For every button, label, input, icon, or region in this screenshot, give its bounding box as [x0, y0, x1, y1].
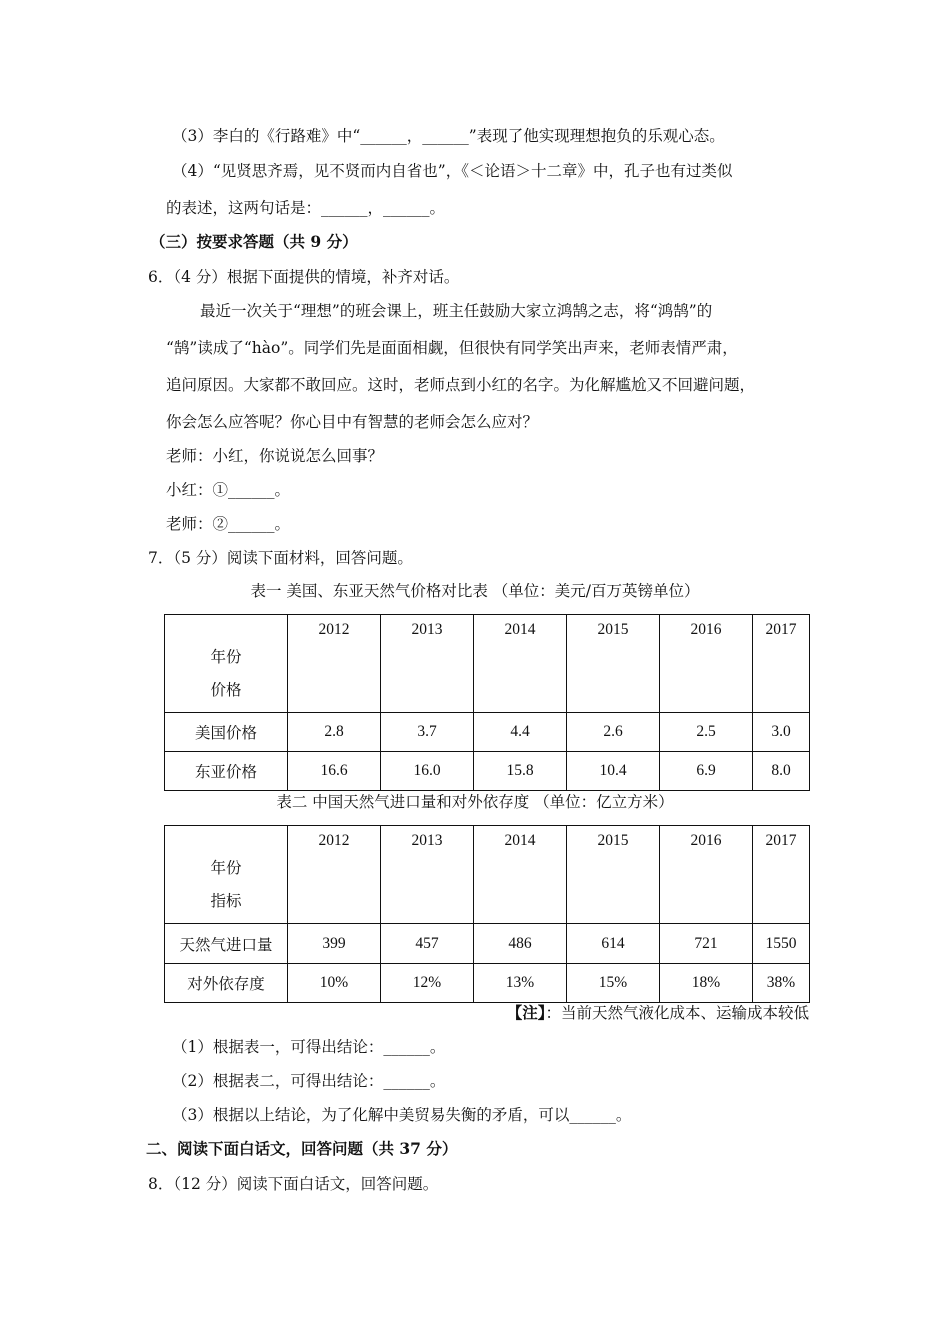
table1-corner-cell: [165, 615, 288, 713]
table2-note: [507, 1003, 809, 1023]
table2-year: 2017: [753, 826, 810, 924]
table2-year: 2015: [567, 826, 660, 924]
q6-dialog-xiaohong: 小红：①______。: [166, 481, 291, 499]
table-1: [164, 614, 810, 791]
table1-row-us: [165, 713, 810, 752]
table1-cell: 16.0: [381, 752, 474, 791]
table2-cell: 1550: [753, 924, 810, 964]
table2-cell: 10%: [288, 964, 381, 1003]
table2-corner-cell: [165, 826, 288, 924]
table1-year: 2017: [753, 615, 810, 713]
table1-cell: 3.0: [753, 713, 810, 752]
table2-corner-indicator: 指标: [210, 893, 242, 910]
note-label: 【注】: [506, 1003, 546, 1022]
table1-year: 2013: [381, 615, 474, 713]
table1-row-eastasia: [165, 752, 810, 791]
table2-cell: 13%: [474, 964, 567, 1003]
table1-row-label: 东亚价格: [165, 752, 288, 791]
table1-year: 2012: [288, 615, 381, 713]
table1-corner-price: 价格: [210, 682, 242, 699]
q6-paragraph-line3: 追问原因。大家都不敢回应。这时，老师点到小红的名字。为化解尴尬又不回避问题，: [166, 376, 756, 394]
table1-cell: 2.6: [567, 713, 660, 752]
table1-year: 2014: [474, 615, 567, 713]
q7-sub3: （3）根据以上结论，为了化解中美贸易失衡的矛盾，可以______。: [172, 1106, 632, 1124]
q6-paragraph-line1: 最近一次关于“理想”的班会课上，班主任鼓励大家立鸿鹄之志，将“鸿鹄”的: [200, 302, 713, 320]
table1-caption: 表一 美国、东亚天然气价格对比表 （单位：美元/百万英镑单位）: [250, 582, 700, 600]
table-2: [164, 825, 810, 1003]
q6-stem: 6．（4 分）根据下面提供的情境，补齐对话。: [148, 268, 460, 286]
table1-cell: 2.8: [288, 713, 381, 752]
q8-stem: 8．（12 分）阅读下面白话文，回答问题。: [148, 1175, 439, 1193]
table1-cell: 8.0: [753, 752, 810, 791]
table2-row-label: 对外依存度: [165, 964, 288, 1003]
table2-cell: 12%: [381, 964, 474, 1003]
table1-cell: 3.7: [381, 713, 474, 752]
table1-cell: 6.9: [660, 752, 753, 791]
table1-cell: 10.4: [567, 752, 660, 791]
table2-cell: 457: [381, 924, 474, 964]
table2-year: 2014: [474, 826, 567, 924]
table2-cell: 399: [288, 924, 381, 964]
q7-sub1: （1）根据表一，可得出结论：______。: [172, 1038, 446, 1056]
item-4-line2: 的表述，这两句话是：______，______。: [166, 199, 446, 217]
table1-cell: 4.4: [474, 713, 567, 752]
section-3-heading: （三）按要求答题（共 9 分）: [150, 232, 358, 251]
table2-cell: 15%: [567, 964, 660, 1003]
table2-cell: 38%: [753, 964, 810, 1003]
table2-row-dependency: [165, 964, 810, 1003]
q7-sub2: （2）根据表二，可得出结论：______。: [172, 1072, 446, 1090]
note-text: ：当前天然气液化成本、运输成本较低: [545, 1004, 809, 1022]
table1-row-label: 美国价格: [165, 713, 288, 752]
table2-header-row: [165, 826, 810, 924]
table1-cell: 2.5: [660, 713, 753, 752]
table1-cell: 15.8: [474, 752, 567, 791]
table2-cell: 18%: [660, 964, 753, 1003]
table2-row-label: 天然气进口量: [165, 924, 288, 964]
q6-paragraph-line4: 你会怎么应答呢？你心目中有智慧的老师会怎么应对？: [166, 413, 539, 431]
q6-dialog-teacher: 老师：小红，你说说怎么回事？: [166, 447, 384, 465]
table2-caption: 表二 中国天然气进口量和对外依存度 （单位：亿立方米）: [276, 793, 674, 811]
q6-paragraph-line2: “鹄”读成了“hào”。同学们先是面面相觑，但很快有同学笑出声来，老师表情严肃，: [166, 339, 738, 357]
q6-dialog-teacher-reply: 老师：②______。: [166, 515, 291, 533]
table2-row-import: [165, 924, 810, 964]
item-3: （3）李白的《行路难》中“______，______”表现了他实现理想抱负的乐观心态。: [172, 127, 725, 145]
table1-header-row: [165, 615, 810, 713]
table2-cell: 721: [660, 924, 753, 964]
section-2-heading: 二、阅读下面白话文，回答问题（共 37 分）: [146, 1139, 458, 1158]
table2-year: 2016: [660, 826, 753, 924]
item-4-line1: （4）“见贤思齐焉，见不贤而内自省也”，《＜论语＞十二章》中，孔子也有过类似: [172, 162, 733, 180]
table1-year: 2015: [567, 615, 660, 713]
table2-year: 2012: [288, 826, 381, 924]
table1-year: 2016: [660, 615, 753, 713]
q7-stem: 7．（5 分）阅读下面材料，回答问题。: [148, 549, 413, 567]
table2-cell: 614: [567, 924, 660, 964]
table2-year: 2013: [381, 826, 474, 924]
table1-corner-year: 年份: [210, 649, 242, 666]
table1-cell: 16.6: [288, 752, 381, 791]
table2-cell: 486: [474, 924, 567, 964]
table2-corner-year: 年份: [210, 860, 242, 877]
